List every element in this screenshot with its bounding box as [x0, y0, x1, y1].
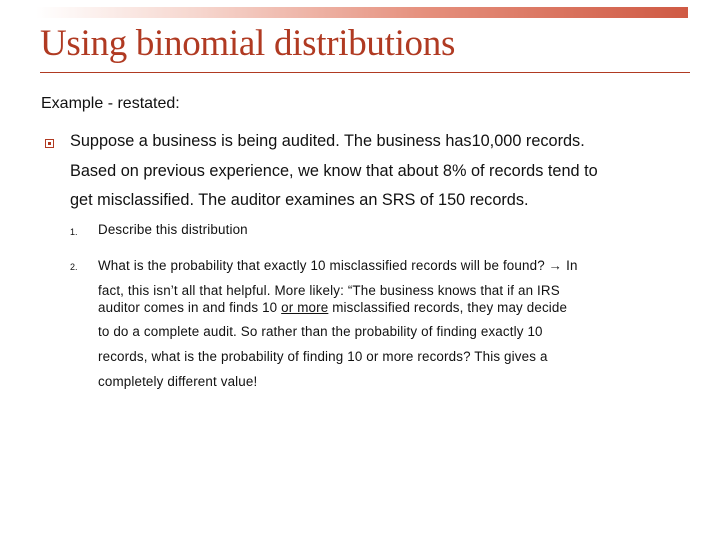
- intro-text: Example - restated:: [41, 95, 180, 112]
- item-number-1: 1.: [70, 227, 78, 237]
- square-bullet-icon: [45, 139, 54, 148]
- slide-title: Using binomial distributions: [40, 23, 456, 64]
- bullet-line-2: Based on previous experience, we know that about 8% of records tend to: [70, 162, 598, 180]
- item-1-text: Describe this distribution: [98, 222, 248, 237]
- item-2-line-3-start: auditor comes in and finds 10: [98, 300, 282, 315]
- item-2-line-2: fact, this isn’t all that helpful. More likely: “The business knows that if an IRS: [98, 283, 560, 298]
- item-2-line-3: [98, 300, 567, 315]
- decorative-gradient-bar: [36, 7, 688, 18]
- bullet-line-1: Suppose a business is being audited. The business has10,000 records.: [70, 132, 585, 150]
- title-underline-rule: [40, 72, 690, 73]
- bullet-line-3: get misclassified. The auditor examines an SRS of 150 records.: [70, 191, 529, 209]
- underlined-or-more: or more: [281, 300, 329, 315]
- item-number-2: 2.: [70, 262, 78, 272]
- item-2-line-1: What is the probability that exactly 10 misclassified records will be found? → In: [98, 258, 578, 273]
- item-2-line-6: completely different value!: [98, 374, 258, 389]
- item-2-line-4: to do a complete audit. So rather than the probability of finding exactly 10: [98, 324, 543, 339]
- item-2-line-3-end: misclassified records, they may decide: [328, 300, 568, 315]
- item-2-line-5: records, what is the probability of finding 10 or more records? This gives a: [98, 349, 548, 364]
